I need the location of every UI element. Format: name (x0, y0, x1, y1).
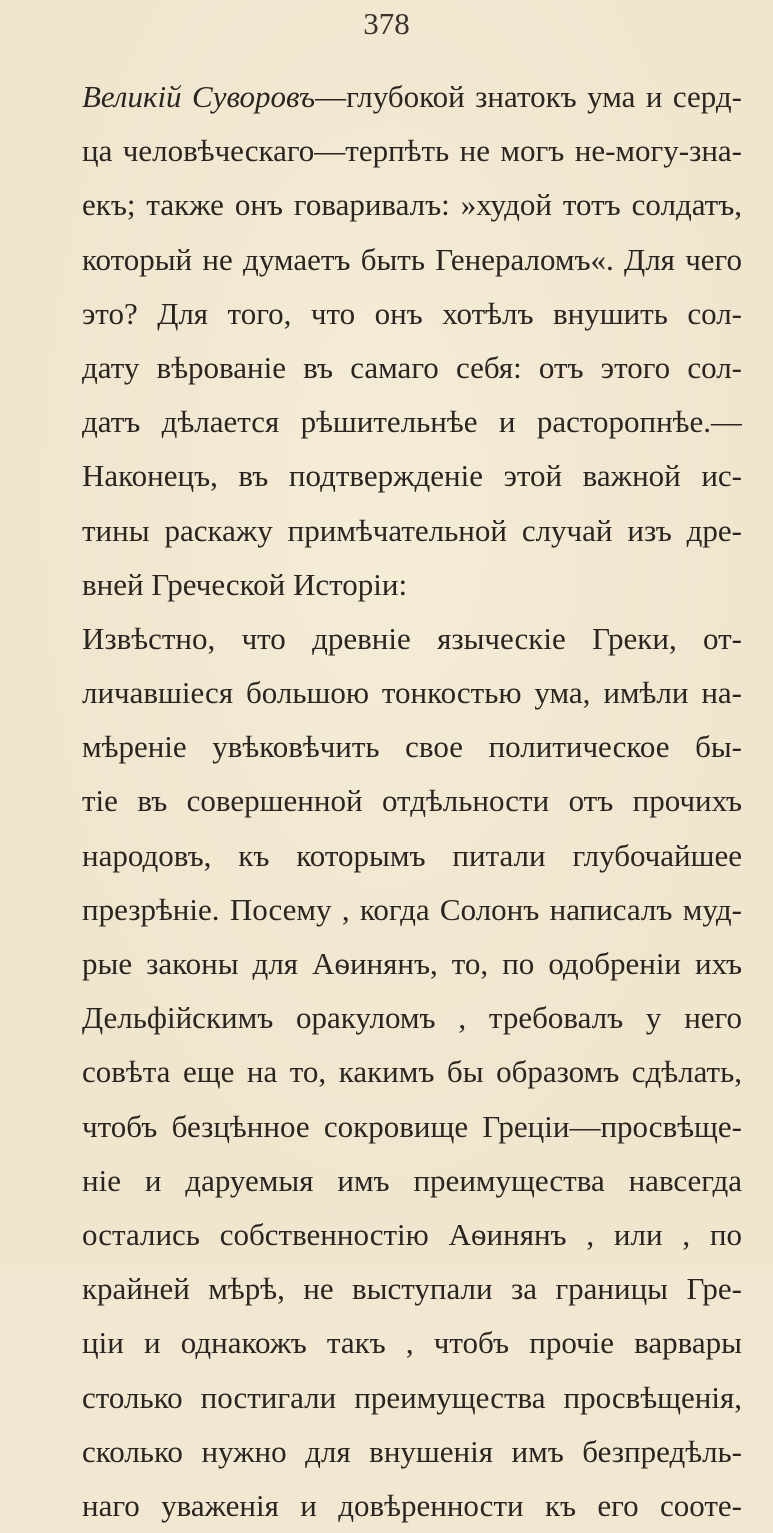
text-line (82, 1371, 742, 1425)
text-line (82, 1045, 742, 1099)
text-line (82, 829, 742, 883)
line-text: Наконецъ, въ подтвержденіе этой важной ис- (82, 458, 742, 494)
line-text: который не думаетъ быть Генераломъ«. Для чего (82, 241, 742, 277)
text-line (82, 937, 742, 991)
line-text: датъ дѣлается рѣшительнѣе и расторопнѣе.— (82, 404, 742, 440)
line-text: наго уваженія и довѣренности къ его сооте- (82, 1487, 742, 1523)
text-line (82, 504, 742, 558)
text-line (82, 70, 742, 124)
line-text: совѣта еще на то, какимъ бы образомъ сдѣлать, (82, 1054, 742, 1090)
line-text: Извѣстно, что древніе языческіе Греки, от- (82, 620, 742, 656)
line-text: это? Для того, что онъ хотѣлъ внушить сол- (82, 295, 742, 331)
text-line (82, 1100, 742, 1154)
text-line (82, 1208, 742, 1262)
line-text: личавшіеся большою тонкостью ума, имѣли на- (82, 675, 742, 711)
line-text: тіе въ совершенной отдѣльности отъ прочихъ (82, 783, 742, 819)
text-line (82, 774, 742, 828)
line-text: вней Греческой Исторіи: (82, 566, 408, 602)
line-text: мѣреніе увѣковѣчить свое политическое бы- (82, 729, 742, 765)
line-text: тины раскажу примѣчательной случай изъ дре- (82, 512, 742, 548)
line-text: екъ; также онъ говаривалъ: »худой тотъ солдатъ, (82, 187, 742, 223)
line-text: Дельфійскимъ оракуломъ , требовалъ у него (82, 1000, 742, 1036)
line-text: народовъ, къ которымъ питали глубочайшее (82, 837, 742, 873)
text-line (82, 666, 742, 720)
text-line (82, 233, 742, 287)
line-text: дату вѣрованіе въ самаго себя: отъ этого сол- (82, 349, 742, 385)
italic-name: Великій Суворовъ (82, 79, 316, 114)
text-body (82, 70, 742, 1533)
line-text: остались собственностію Аѳинянъ , или , по (82, 1216, 742, 1252)
line-text: рые законы для Аѳинянъ, то, по одобреніи ихъ (82, 946, 742, 981)
line-text: крайней мѣрѣ, не выступали за границы Гре- (82, 1271, 742, 1307)
line-text: столько постигали преимущества просвѣщенія, (82, 1379, 742, 1415)
text-line (82, 612, 742, 666)
line-text: ціи и однакожъ такъ , чтобъ прочіе варвары (82, 1325, 742, 1361)
text-line (82, 124, 742, 178)
text-line (82, 883, 742, 937)
line-text: ца человѣческаго—терпѣть не могъ не-могу-зна- (82, 133, 742, 169)
text-line (82, 1479, 742, 1533)
text-line (82, 395, 742, 449)
text-line (82, 991, 742, 1045)
line-text: сколько нужно для внушенія имъ безпредѣль- (82, 1433, 742, 1469)
text-line (82, 1316, 742, 1370)
text-line (82, 287, 742, 341)
text-line (82, 558, 742, 612)
page-number: 378 (363, 6, 410, 41)
text-line (82, 178, 742, 232)
line-text: ніе и даруемыя имъ преимущества навсегда (82, 1162, 742, 1198)
line-text: —глубокой знатокъ ума и серд- (315, 79, 742, 114)
text-line (82, 1154, 742, 1208)
text-line (82, 720, 742, 774)
text-line (82, 449, 742, 503)
text-line (82, 1425, 742, 1479)
text-line (82, 1262, 742, 1316)
text-line (82, 341, 742, 395)
line-text: презрѣніе. Посему , когда Солонъ написалъ муд- (82, 891, 742, 927)
line-text: чтобъ безцѣнное сокровище Греціи—просвѣще- (82, 1108, 742, 1144)
